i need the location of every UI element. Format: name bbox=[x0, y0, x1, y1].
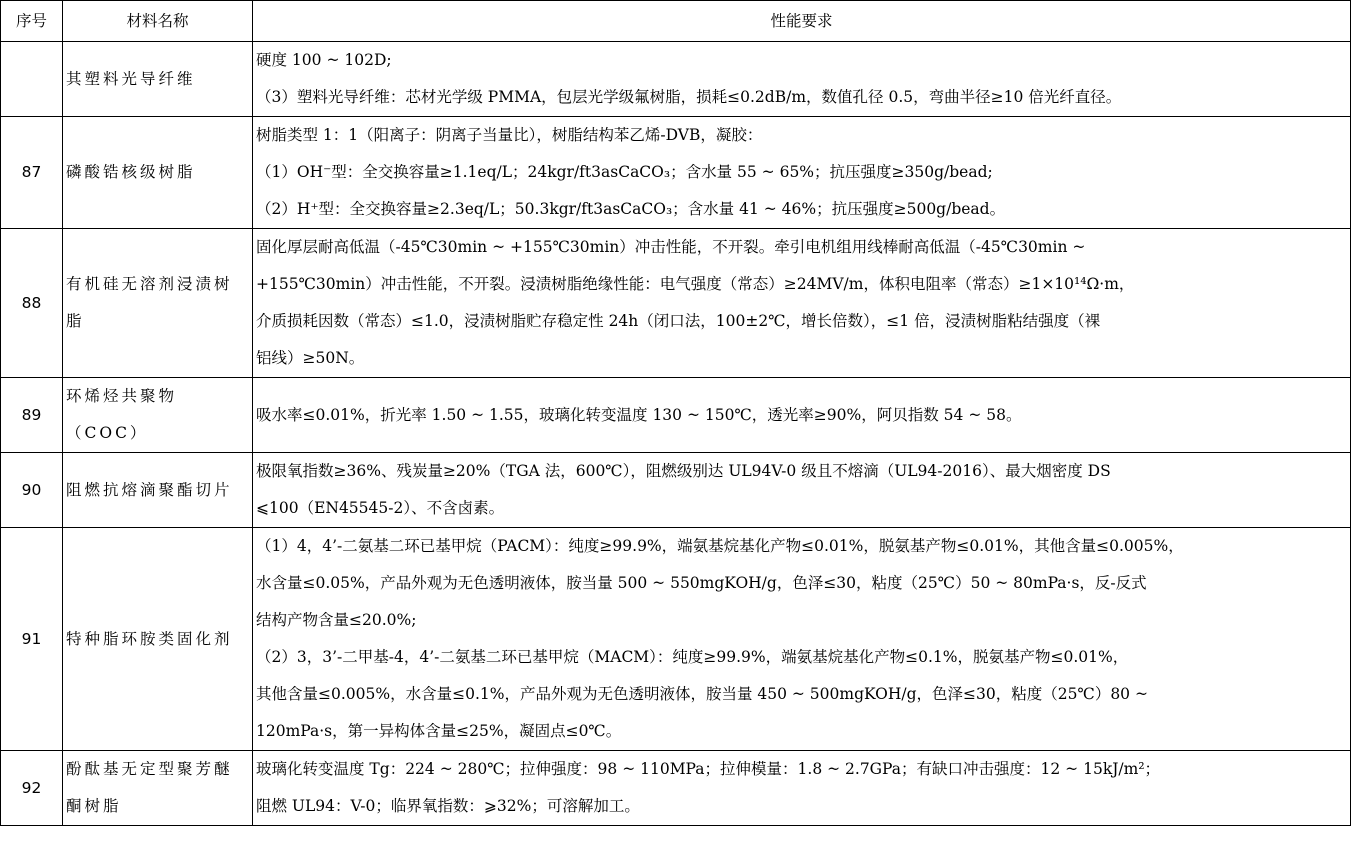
req-line: 铝线）≥50N。 bbox=[256, 349, 365, 367]
req-line: 介质损耗因数（常态）≤1.0，浸渍树脂贮存稳定性 24h（闭口法，100±2℃，增长倍数），≤1 倍，浸渍树脂粘结强度（裸 bbox=[256, 312, 1101, 330]
req-line: （1）4，4’-二氨基二环已基甲烷（PACM）：纯度≥99.9%，端氨基烷基化产物≤0.01%，脱氨基产物≤0.01%，其他含量≤0.005%， bbox=[256, 537, 1184, 555]
req-line: （1）OH⁻型：全交换容量≥1.1eq/L；24kgr/ft3asCaCO₃；含水量 55 ~ 65%；抗压强度≥350g/bead; bbox=[256, 163, 993, 181]
requirements bbox=[253, 229, 1351, 378]
row-no: 88 bbox=[1, 229, 63, 378]
req-line: 阻燃 UL94：V-0；临界氧指数：⩾32%；可溶解加工。 bbox=[256, 797, 640, 815]
header-name: 材料名称 bbox=[63, 1, 253, 42]
row-no: 91 bbox=[1, 528, 63, 751]
row-no: 92 bbox=[1, 751, 63, 826]
table-row bbox=[1, 117, 1351, 229]
table-row bbox=[1, 378, 1351, 453]
material-name: 有机硅无溶剂浸渍树脂 bbox=[63, 229, 253, 378]
requirements bbox=[253, 117, 1351, 229]
req-line: 结构产物含量≤20.0%; bbox=[256, 611, 417, 629]
material-name: 酚酞基无定型聚芳醚酮树脂 bbox=[63, 751, 253, 826]
requirements bbox=[253, 42, 1351, 117]
requirements bbox=[253, 751, 1351, 826]
row-no bbox=[1, 42, 63, 117]
req-line: （2）3，3’-二甲基-4，4’-二氨基二环已基甲烷（MACM）：纯度≥99.9%，端氨基烷基化产物≤0.1%，脱氨基产物≤0.01%， bbox=[256, 648, 1129, 666]
header-row bbox=[1, 1, 1351, 42]
req-line: 固化厚层耐高低温（-45℃30min ~ +155℃30min）冲击性能，不开裂。牵引电机组用线棒耐高低温（-45℃30min ~ bbox=[256, 238, 1086, 256]
req-line: （3）塑料光导纤维：芯材光学级 PMMA，包层光学级氟树脂，损耗≤0.2dB/m，数值孔径 0.5，弯曲半径≥10 倍光纤直径。 bbox=[256, 88, 1122, 106]
req-line: 其他含量≤0.005%，水含量≤0.1%，产品外观为无色透明液体，胺当量 450 ~ 500mgKOH/g，色泽≤30，粘度（25℃）80 ~ bbox=[256, 685, 1148, 703]
table-row bbox=[1, 528, 1351, 751]
row-no: 87 bbox=[1, 117, 63, 229]
row-no: 90 bbox=[1, 453, 63, 528]
material-name: 环烯烃共聚物（COC） bbox=[63, 378, 253, 453]
table-row bbox=[1, 453, 1351, 528]
table-row bbox=[1, 42, 1351, 117]
req-line: 硬度 100 ~ 102D; bbox=[256, 51, 392, 69]
req-line: 水含量≤0.05%，产品外观为无色透明液体，胺当量 500 ~ 550mgKOH/g，色泽≤30，粘度（25℃）50 ~ 80mPa·s，反-反式 bbox=[256, 574, 1147, 592]
req-line: 极限氧指数≥36%、残炭量≥20%（TGA 法，600℃），阻燃级别达 UL94V-0 级且不熔滴（UL94-2016）、最大烟密度 DS bbox=[256, 462, 1111, 480]
row-no: 89 bbox=[1, 378, 63, 453]
material-name: 磷酸锆核级树脂 bbox=[63, 117, 253, 229]
requirements bbox=[253, 528, 1351, 751]
req-line: ⩽100（EN45545-2）、不含卤素。 bbox=[256, 499, 505, 517]
requirements bbox=[253, 378, 1351, 453]
req-line: 120mPa·s，第一异构体含量≤25%，凝固点≤0℃。 bbox=[256, 722, 622, 740]
material-name: 阻燃抗熔滴聚酯切片 bbox=[63, 453, 253, 528]
material-name: 特种脂环胺类固化剂 bbox=[63, 528, 253, 751]
header-no: 序号 bbox=[1, 1, 63, 42]
table-row bbox=[1, 229, 1351, 378]
req-line: 树脂类型 1：1（阳离子：阴离子当量比），树脂结构苯乙烯-DVB，凝胶： bbox=[256, 126, 763, 144]
material-name: 其塑料光导纤维 bbox=[63, 42, 253, 117]
table-row bbox=[1, 751, 1351, 826]
req-line: +155℃30min）冲击性能，不开裂。浸渍树脂绝缘性能：电气强度（常态）≥24MV/m，体积电阻率（常态）≥1×10¹⁴Ω·m， bbox=[256, 275, 1135, 293]
req-line: 玻璃化转变温度 Tg：224 ~ 280℃；拉伸强度：98 ~ 110MPa；拉伸模量：1.8 ~ 2.7GPa；有缺口冲击强度：12 ~ 15kJ/m²； bbox=[256, 760, 1161, 778]
requirements bbox=[253, 453, 1351, 528]
req-line: 吸水率≤0.01%，折光率 1.50 ~ 1.55，玻璃化转变温度 130 ~ 150℃，透光率≥90%，阿贝指数 54 ~ 58。 bbox=[256, 405, 1022, 424]
header-req: 性能要求 bbox=[253, 1, 1351, 42]
req-line: （2）H⁺型：全交换容量≥2.3eq/L；50.3kgr/ft3asCaCO₃；含水量 41 ~ 46%；抗压强度≥500g/bead。 bbox=[256, 200, 1006, 218]
